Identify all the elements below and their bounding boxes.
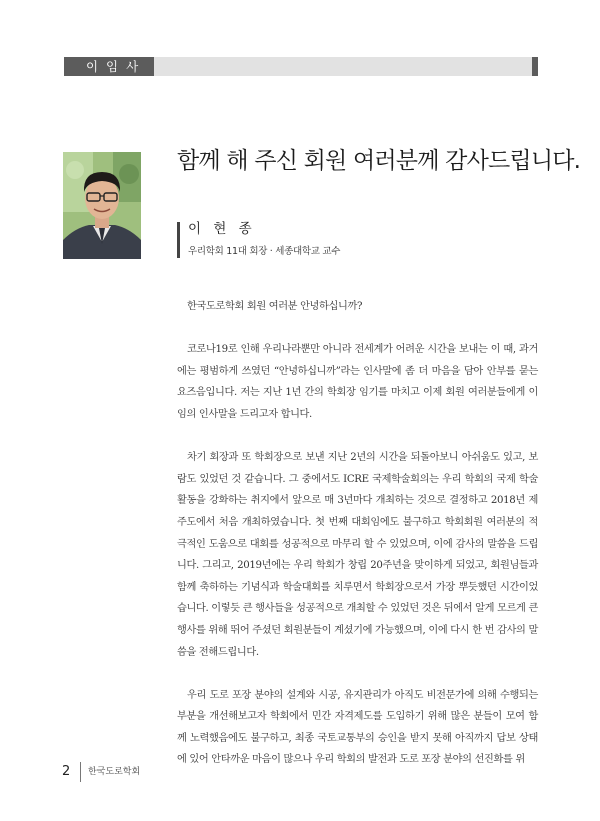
article-body [177, 296, 538, 793]
footer-divider [80, 762, 81, 782]
paragraph: 코로나19로 인해 우리나라뿐만 아니라 전세계가 어려운 시간을 보내는 이 때, 과거에는 평범하게 쓰였던 “안녕하십니까”라는 인사말에 좀 더 마음을 담아 안부를 묻는 요즈음입니다. 저는 지난 1년 간의 학회장 임기를 마치고 이제 회원 여러분들에게 이임의 인사말을 드리고자 합니다. [177, 344, 538, 420]
paragraph: 한국도로학회 회원 여러분 안녕하십니까? [187, 301, 363, 312]
author-affiliation: 우리학회 11대 회장 · 세종대학교 교수 [188, 246, 341, 257]
article-title: 함께 해 주신 회원 여러분께 감사드립니다. [177, 148, 581, 174]
section-label: 이 임 사 [64, 57, 154, 76]
section-header-end-cap [532, 57, 538, 76]
author-portrait-image [63, 152, 141, 259]
paragraph: 우리 도로 포장 분야의 설계와 시공, 유지관리가 아직도 비전문가에 의해 수행되는 부분을 개선해보고자 학회에서 민간 자격제도를 도입하기 위해 많은 분들이 모여 함께 노력했음에도 불구하고, 최종 국토교통부의 승인을 받지 못해 아직까지 답보 상태에 있어 안타까운 마음이 많으나 우리 학회의 발전과 도로 포장 분야의 선진화를 위 [177, 689, 539, 766]
author-photo [63, 152, 141, 259]
publication-name: 한국도로학회 [88, 767, 141, 777]
paragraph: 차기 회장과 또 학회장으로 보낸 지난 2년의 시간을 되돌아보니 아쉬움도 있고, 보람도 있었던 것 같습니다. 그 중에서도 ICRE 국제학술회의는 우리 학회의 국제 학술활동을 강화하는 취지에서 앞으로 매 3년마다 개최하는 것으로 결정하고 2018년 제주도에서 처음 개최하였습니다. 첫 번째 대회임에도 불구하고 학회회원 여러분의 적극적인 도움으로 대회를 성공적으로 마무리 할 수 있었으며, 이에 감사의 말씀을 드립니다. 그리고, 2019년에는 우리 학회가 창립 20주년을 맞이하게 되었고, 회원님들과 함께 축하하는 기념식과 학술대회를 치루면서 학회장으로서 가장 뿌듯했던 시간이었습니다. 이렇듯 큰 행사들을 성공적으로 개최할 수 있었던 것은 뒤에서 알게 모르게 큰 행사를 위해 뛰어 주셨던 회원분들이 계셨기에 가능했으며, 이에 다시 한 번 감사의 말씀을 전해드립니다. [177, 452, 538, 658]
author-name: 이 현 종 [188, 221, 256, 237]
author-accent-bar [177, 222, 180, 258]
page-number: 2 [62, 764, 71, 779]
